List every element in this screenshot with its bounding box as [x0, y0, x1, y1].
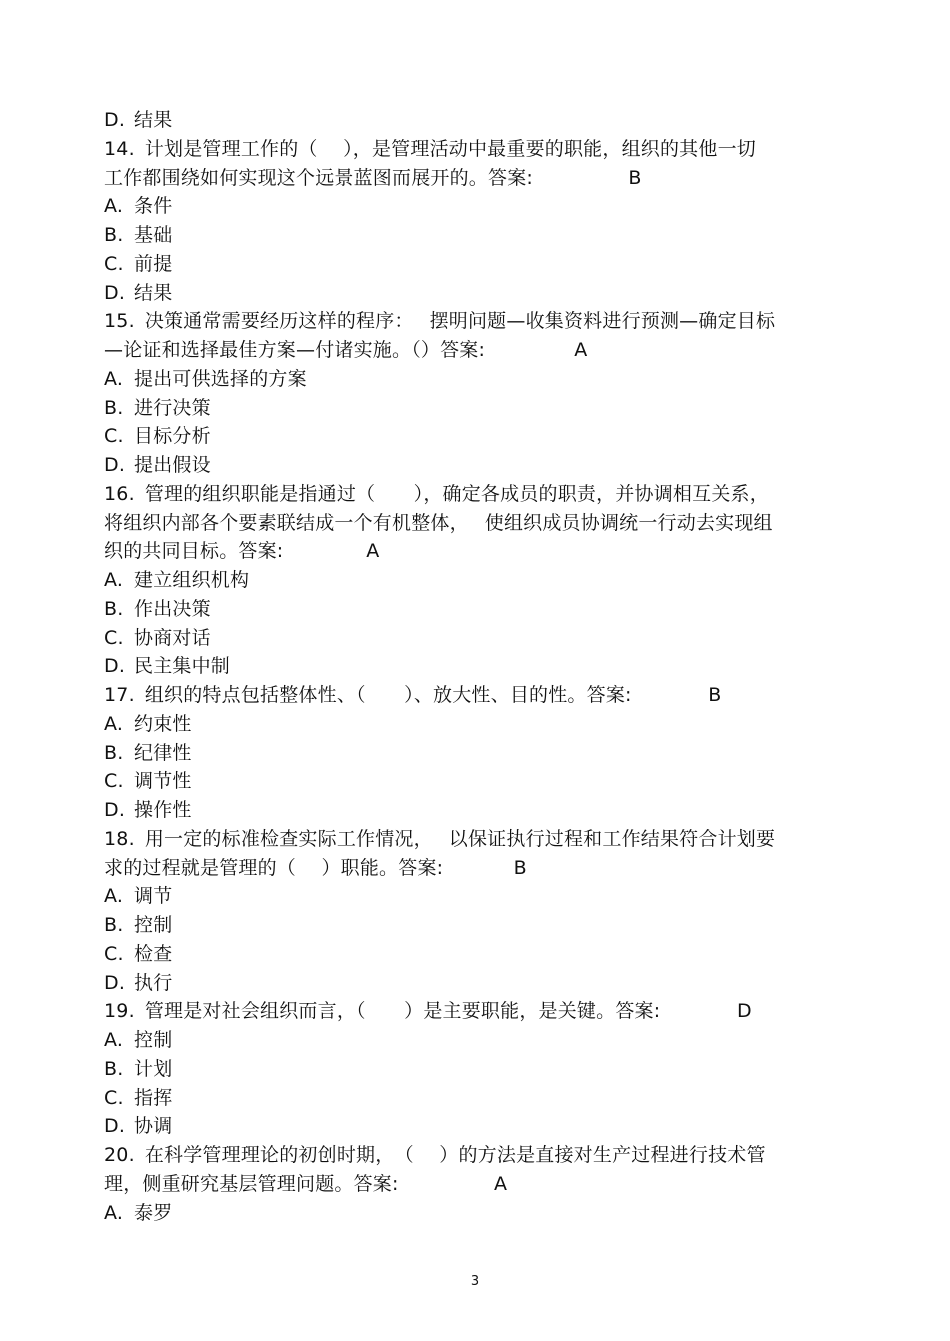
option-text: 指挥 — [134, 1086, 173, 1109]
question-line — [104, 1141, 834, 1170]
option-letter: A. — [104, 195, 124, 218]
option-text: 控制 — [134, 1029, 173, 1051]
answer-option — [104, 767, 834, 796]
question-number: 20. — [104, 1144, 135, 1166]
question-text: 求的过程就是管理的（ ）职能。答案: — [104, 856, 444, 879]
option-letter: D. — [104, 454, 126, 476]
answer-gap — [632, 684, 701, 706]
answer-option — [104, 652, 834, 681]
answer-option — [104, 1112, 834, 1141]
option-letter: B. — [104, 597, 124, 620]
question-line — [104, 480, 834, 509]
option-letter: A. — [104, 569, 124, 591]
answer-option — [104, 566, 834, 595]
answer-option — [104, 1084, 834, 1113]
answer-option — [104, 940, 834, 969]
question-number: 16. — [104, 482, 135, 505]
option-letter: D. — [104, 281, 126, 304]
option-letter: D. — [104, 799, 126, 821]
answer-option — [104, 422, 834, 451]
question-continuation — [104, 1170, 834, 1199]
option-letter: A. — [104, 885, 124, 908]
question-text: 织的共同目标。答案: — [104, 540, 284, 563]
answer-option — [104, 911, 834, 940]
option-text: 泰罗 — [134, 1201, 173, 1224]
option-text: 提出可供选择的方案 — [134, 367, 307, 390]
option-letter: B. — [104, 914, 124, 936]
option-letter: D. — [104, 971, 126, 994]
question-number: 14. — [104, 137, 135, 160]
answer-option — [104, 1055, 834, 1084]
answer-key: A — [366, 540, 380, 563]
answer-option — [104, 710, 834, 739]
option-text: 结果 — [134, 109, 173, 131]
question-text: 计划是管理工作的（ ），是管理活动中最重要的职能，组织的其他一切 — [144, 137, 756, 160]
option-text: 民主集中制 — [134, 655, 231, 678]
answer-gap — [443, 857, 505, 879]
option-letter: A. — [104, 1029, 124, 1051]
question-text: 决策通常需要经历这样的程序： 摆明问题—收集资料进行预测—确定目标 — [144, 310, 776, 333]
answer-option — [104, 279, 834, 308]
answer-option — [104, 1199, 834, 1228]
option-text: 作出决策 — [134, 597, 211, 620]
option-text: 控制 — [134, 914, 173, 936]
answer-option — [104, 882, 834, 911]
option-letter: A. — [104, 367, 124, 390]
option-letter: C. — [104, 252, 124, 275]
question-line — [104, 307, 834, 336]
answer-key: A — [493, 1172, 508, 1195]
option-letter: A. — [104, 712, 124, 735]
question-number: 18. — [104, 827, 135, 850]
question-number: 15. — [104, 310, 135, 333]
option-text: 基础 — [134, 224, 173, 246]
answer-option — [104, 969, 834, 998]
option-text: 提出假设 — [134, 454, 211, 476]
answer-option — [104, 221, 834, 250]
option-text: 纪律性 — [134, 741, 192, 764]
option-letter: A. — [104, 1201, 124, 1224]
option-letter: B. — [104, 1057, 124, 1080]
question-continuation — [104, 509, 834, 538]
answer-option — [104, 394, 834, 423]
option-text: 执行 — [134, 971, 173, 994]
option-text: 结果 — [134, 281, 173, 304]
question-line — [104, 681, 834, 710]
answer-option — [104, 451, 834, 480]
option-letter: D. — [104, 1115, 126, 1138]
option-text: 前提 — [134, 252, 173, 275]
question-continuation — [104, 164, 834, 193]
answer-key: A — [574, 339, 588, 361]
question-text: —论证和选择最佳方案—付诸实施。（）答案: — [104, 339, 486, 361]
question-text: 管理的组织职能是指通过（ ），确定各成员的职责，并协调相互关系， — [144, 482, 769, 505]
question-text: 用一定的标准检查实际工作情况， 以保证执行过程和工作结果符合计划要 — [144, 827, 776, 850]
answer-option — [104, 250, 834, 279]
question-text: 工作都围绕如何实现这个远景蓝图而展开的。答案: — [104, 166, 534, 189]
answer-option — [104, 624, 834, 653]
page-number: 3 — [470, 1274, 480, 1289]
option-letter: D. — [104, 109, 126, 131]
option-text: 建立组织机构 — [134, 569, 250, 591]
option-text: 协商对话 — [134, 626, 211, 649]
answer-option — [104, 365, 834, 394]
option-letter: D. — [104, 655, 126, 678]
option-letter: C. — [104, 626, 124, 649]
document-body — [104, 106, 834, 1227]
option-text: 进行决策 — [134, 396, 211, 419]
question-continuation — [104, 854, 834, 883]
option-text: 目标分析 — [134, 425, 211, 448]
option-text: 操作性 — [134, 799, 192, 821]
option-text: 检查 — [134, 942, 173, 965]
question-text: 管理是对社会组织而言，（ ）是主要职能，是关键。答案: — [144, 1000, 661, 1023]
option-text: 调节性 — [134, 770, 192, 793]
question-text: 理，侧重研究基层管理问题。答案: — [104, 1172, 399, 1195]
option-letter: C. — [104, 425, 124, 448]
answer-key: B — [708, 684, 722, 706]
answer-option — [104, 595, 834, 624]
option-letter: B. — [104, 741, 124, 764]
answer-option — [104, 739, 834, 768]
question-number: 19. — [104, 1000, 135, 1023]
option-letter: C. — [104, 770, 124, 793]
option-text: 约束性 — [134, 712, 192, 735]
option-text: 计划 — [134, 1057, 173, 1080]
answer-option — [104, 192, 834, 221]
question-number: 17. — [104, 684, 135, 706]
question-line — [104, 997, 834, 1026]
option-text: 调节 — [134, 885, 173, 908]
option-letter: B. — [104, 224, 124, 246]
question-text: 组织的特点包括整体性、（ ）、放大性、目的性。答案: — [144, 684, 632, 706]
question-line — [104, 825, 834, 854]
answer-option — [104, 796, 834, 825]
option-text: 条件 — [134, 195, 173, 218]
answer-key: D — [736, 1000, 752, 1023]
answer-option — [104, 106, 834, 135]
question-continuation — [104, 336, 834, 365]
option-text: 协调 — [134, 1115, 173, 1138]
question-text: 在科学管理理论的初创时期， （ ）的方法是直接对生产过程进行技术管 — [144, 1144, 766, 1166]
question-continuation — [104, 537, 834, 566]
option-letter: C. — [104, 1086, 124, 1109]
answer-gap — [283, 540, 358, 562]
answer-gap — [660, 1000, 729, 1022]
option-letter: C. — [104, 942, 124, 965]
answer-key: B — [513, 856, 527, 879]
question-text: 将组织内部各个要素联结成一个有机整体， 使组织成员协调统一行动去实现组 — [104, 511, 773, 534]
answer-option — [104, 1026, 834, 1055]
answer-gap — [485, 339, 566, 361]
question-line — [104, 135, 834, 164]
answer-gap — [533, 167, 620, 189]
answer-gap — [399, 1173, 486, 1195]
option-letter: B. — [104, 396, 124, 419]
answer-key: B — [628, 166, 642, 189]
